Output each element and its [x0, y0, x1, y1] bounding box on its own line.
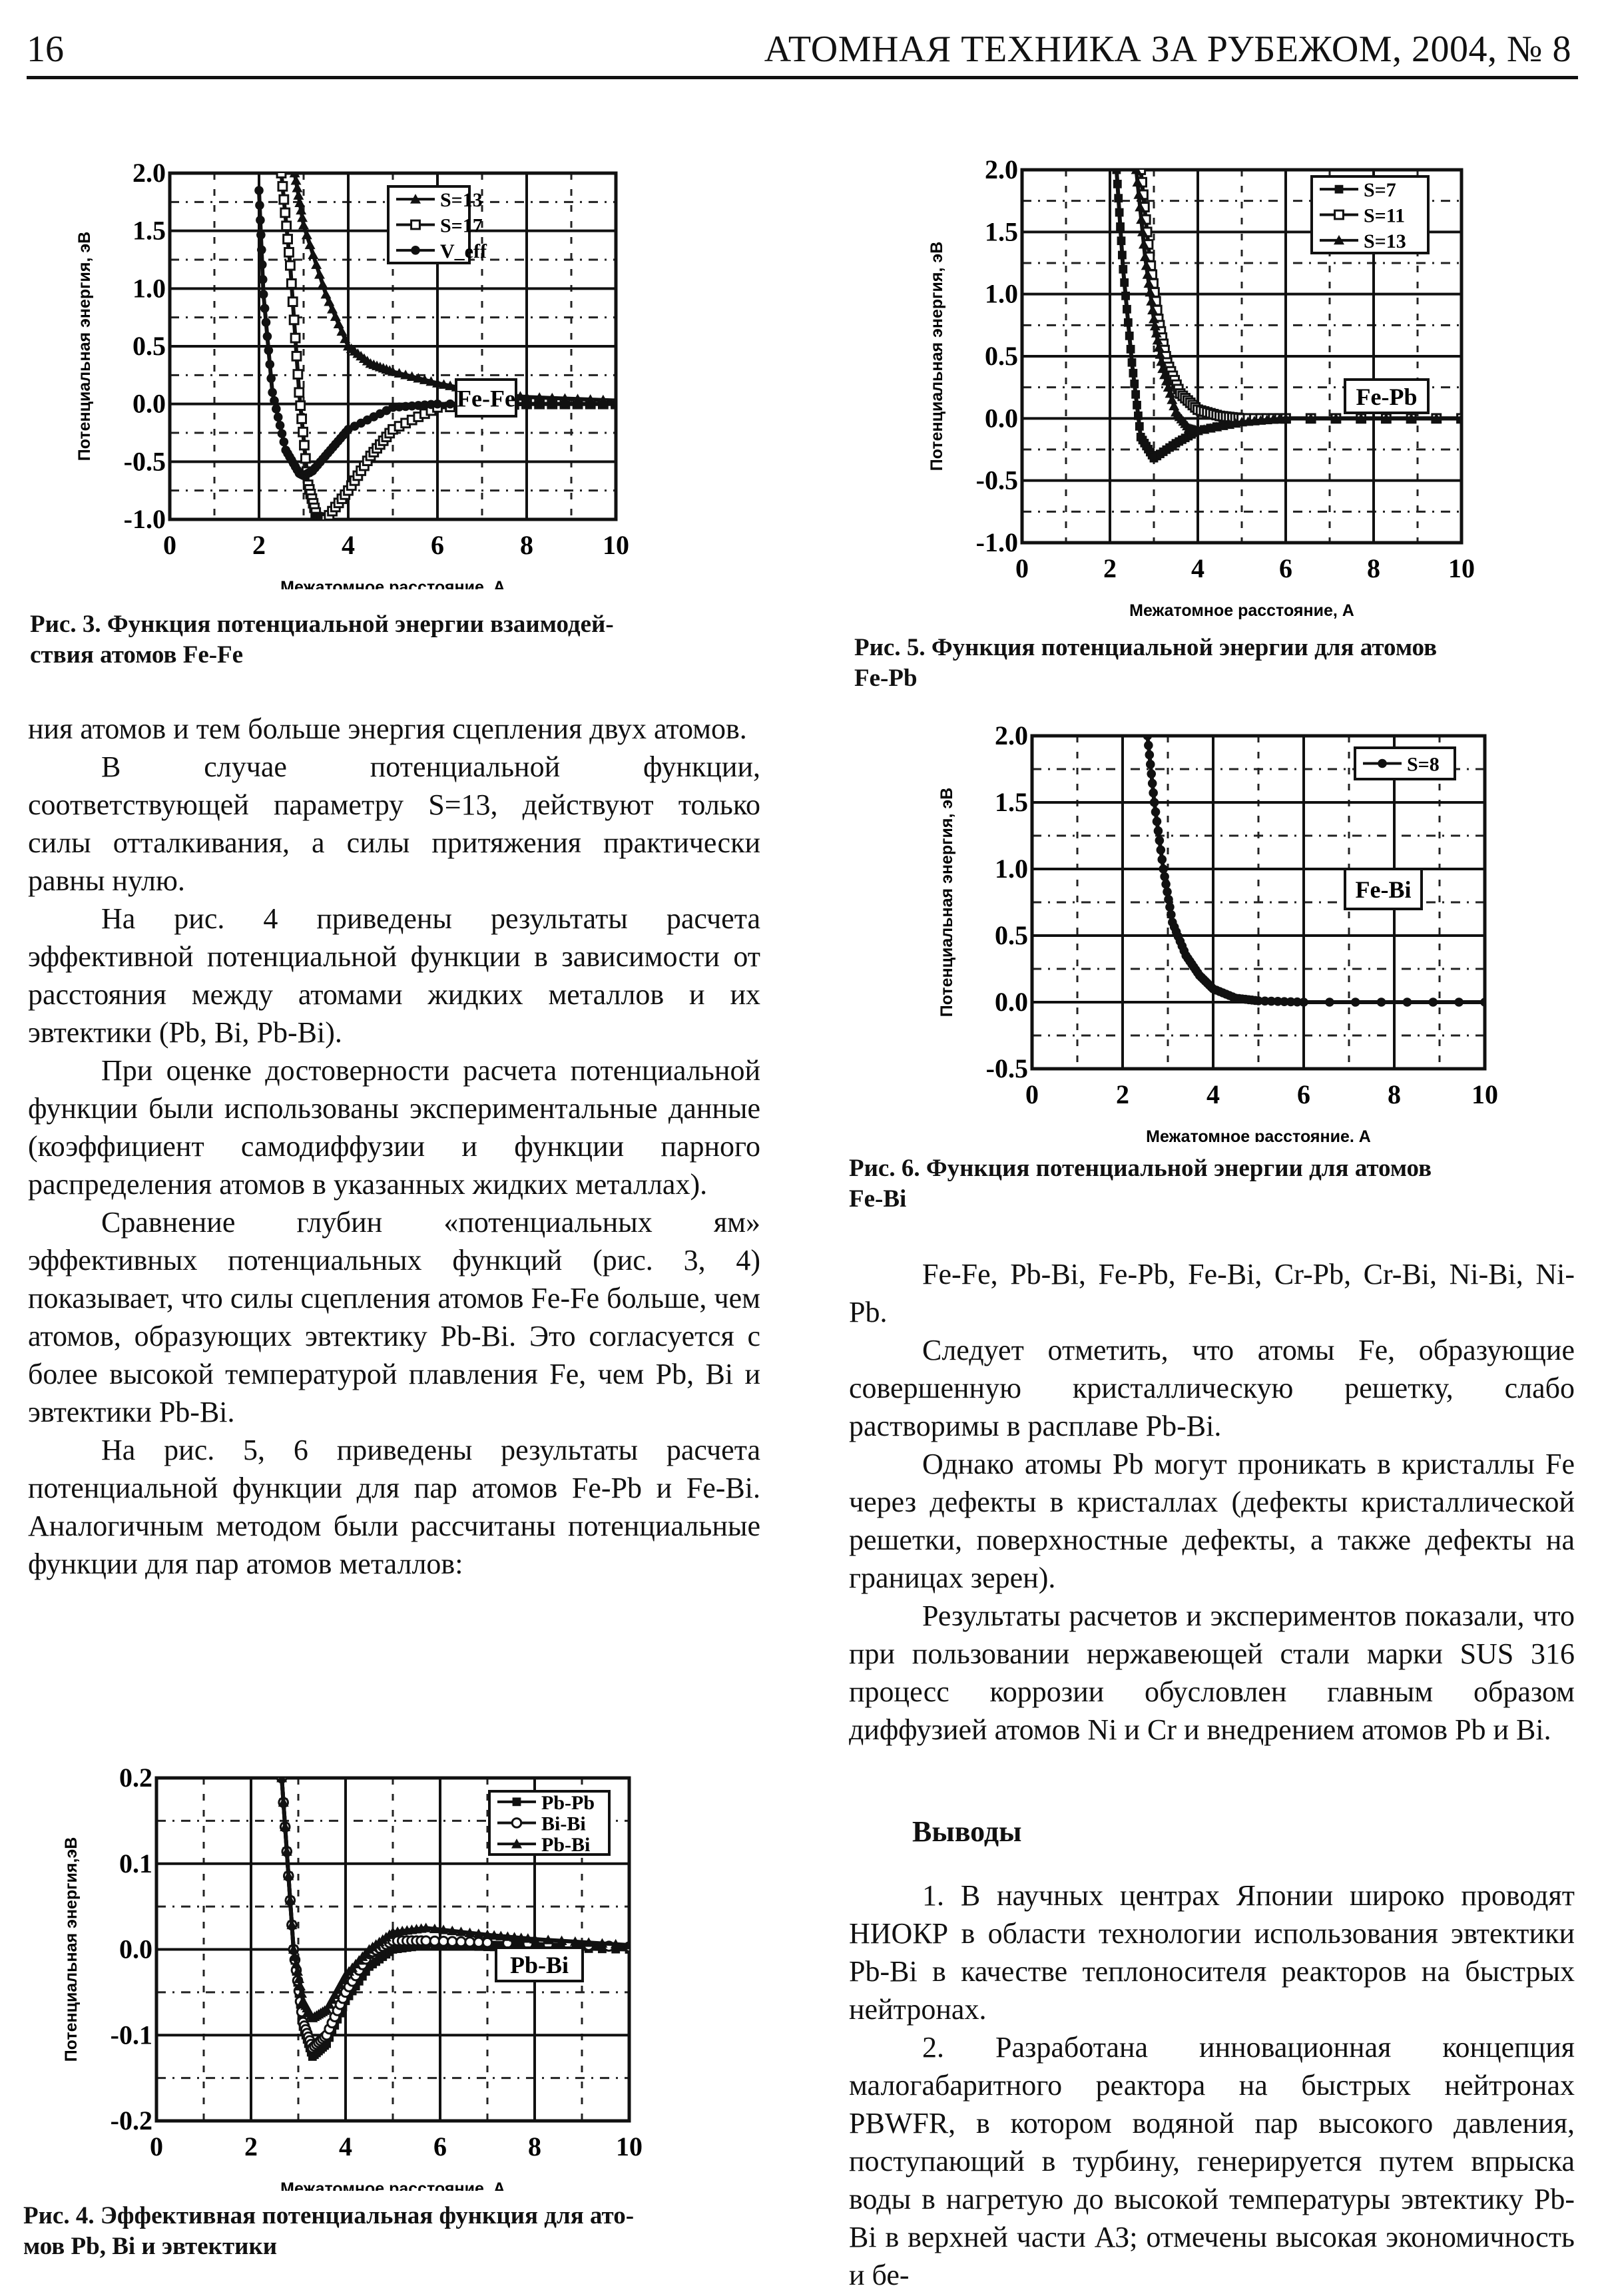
filled-circle-marker-icon — [270, 396, 279, 406]
caption-line: Рис. 5. Функция потенциальной энергии для атомов — [854, 634, 1438, 661]
open-square-marker-icon — [285, 248, 294, 256]
open-square-marker-icon — [411, 220, 420, 229]
y-tick-label: 1.0 — [985, 278, 1018, 309]
y-tick-label: -1.0 — [975, 527, 1018, 557]
filled-square-marker-icon — [1130, 380, 1139, 388]
open-circle-marker-icon — [447, 1937, 457, 1946]
open-circle-marker-icon — [457, 1937, 466, 1946]
filled-circle-marker-icon — [1143, 731, 1153, 740]
y-axis-title: Потенциальная энергия,эВ — [62, 1837, 81, 2062]
filled-square-marker-icon — [1120, 278, 1129, 287]
caption-line: ствия атомов Fe-Fe — [30, 641, 244, 669]
open-square-marker-icon — [292, 352, 301, 360]
y-tick-label: -0.5 — [975, 465, 1018, 495]
figure-4-caption — [23, 2201, 782, 2262]
triangle-marker-icon — [305, 240, 316, 249]
filled-circle-marker-icon — [264, 346, 274, 355]
filled-circle-marker-icon — [259, 290, 268, 299]
filled-circle-marker-icon — [1403, 998, 1412, 1007]
y-axis-title: Потенциальная энергия, эВ — [928, 241, 946, 471]
y-tick-label: 0.5 — [985, 341, 1018, 371]
x-tick-label: 10 — [1448, 553, 1475, 583]
x-tick-label: 4 — [339, 2132, 352, 2161]
filled-circle-marker-icon — [1149, 788, 1158, 798]
figure-3 — [63, 150, 649, 589]
plot-area — [75, 158, 629, 589]
filled-square-marker-icon — [1114, 194, 1123, 202]
filled-square-marker-icon — [1118, 251, 1127, 260]
filled-square-marker-icon — [1133, 401, 1141, 410]
filled-square-marker-icon — [1119, 265, 1127, 274]
filled-circle-marker-icon — [258, 275, 268, 284]
header-rule — [27, 76, 1578, 79]
x-axis-title: Межатомное расстояние, А — [280, 2179, 505, 2191]
x-tick-label: 6 — [1297, 1079, 1310, 1109]
x-tick-label: 8 — [528, 2132, 541, 2161]
triangle-marker-icon — [314, 269, 325, 278]
y-tick-label: -0.5 — [985, 1053, 1028, 1083]
filled-square-marker-icon — [1128, 358, 1137, 367]
chart-legend — [1312, 176, 1428, 253]
filled-circle-marker-icon — [1378, 759, 1387, 768]
legend-label: S=8 — [1407, 753, 1440, 776]
legend-label: V_eff — [440, 240, 487, 262]
x-tick-label: 6 — [433, 2132, 447, 2161]
filled-circle-marker-icon — [260, 304, 270, 313]
open-square-marker-icon — [288, 298, 297, 306]
x-tick-label: 6 — [1279, 553, 1292, 583]
y-tick-label: 0.0 — [133, 388, 166, 419]
filled-circle-marker-icon — [1145, 750, 1155, 760]
y-tick-label: 1.0 — [133, 273, 166, 304]
plot-area — [937, 720, 1498, 1142]
open-square-marker-icon — [286, 261, 295, 270]
figure-6-caption — [849, 1153, 1581, 1215]
x-tick-label: 0 — [1025, 1079, 1039, 1109]
filled-circle-marker-icon — [599, 400, 608, 409]
open-square-marker-icon — [278, 182, 287, 190]
filled-circle-marker-icon — [445, 400, 455, 409]
y-axis-title: Потенциальная энергия, эВ — [937, 787, 956, 1017]
filled-square-marker-icon — [1127, 345, 1135, 354]
legend-label: S=13 — [1364, 230, 1406, 252]
chart-pb-bi — [57, 1758, 656, 2191]
pair-label: Fe-Bi — [1355, 876, 1412, 903]
filled-circle-marker-icon — [1165, 902, 1175, 912]
y-tick-label: -0.1 — [110, 2020, 152, 2050]
open-square-marker-icon — [284, 235, 292, 244]
right-column-text — [849, 1255, 1575, 1749]
y-tick-label: -0.5 — [123, 446, 166, 477]
chart-fe-fe — [63, 150, 649, 589]
open-circle-marker-icon — [512, 1819, 521, 1828]
filled-square-marker-icon — [1134, 412, 1143, 420]
y-tick-label: 2.0 — [995, 720, 1028, 750]
filled-circle-marker-icon — [522, 400, 531, 409]
open-circle-marker-icon — [430, 1936, 439, 1946]
y-tick-label: -0.2 — [110, 2106, 152, 2136]
filled-circle-marker-icon — [276, 421, 285, 430]
filled-square-marker-icon — [1129, 369, 1137, 378]
x-tick-label: 0 — [1015, 553, 1029, 583]
paragraph: Следует отметить, что атомы Fe, образующие совершенную кристаллическую решетку, слабо растворимы в расплаве Pb-Bi. — [849, 1334, 1575, 1442]
open-square-marker-icon — [299, 428, 308, 436]
open-circle-marker-icon — [465, 1938, 475, 1947]
filled-circle-marker-icon — [1147, 769, 1156, 778]
filled-circle-marker-icon — [263, 332, 272, 341]
open-square-marker-icon — [280, 195, 288, 204]
filled-circle-marker-icon — [1155, 836, 1165, 845]
y-tick-label: 0.5 — [133, 331, 166, 361]
paragraph: Результаты расчетов и экспериментов показали, что при пользовании нержавеющей стали марки SUS 316 процесс коррозии обусловлен главным образом диффузией атомов Ni и Cr и внедрением атомов Pb и Bi. — [849, 1599, 1575, 1746]
filled-square-marker-icon — [1116, 222, 1125, 231]
journal-title: АТОМНАЯ ТЕХНИКА ЗА РУБЕЖОМ, 2004, № 8 — [764, 29, 1571, 70]
filled-circle-marker-icon — [611, 400, 621, 409]
filled-circle-marker-icon — [1351, 998, 1360, 1007]
legend-label: S=7 — [1364, 179, 1396, 202]
filled-square-marker-icon — [1135, 422, 1144, 431]
open-square-marker-icon — [294, 370, 302, 379]
y-tick-label: 0.1 — [119, 1848, 152, 1878]
y-tick-label: 2.0 — [985, 154, 1018, 184]
filled-circle-marker-icon — [1154, 826, 1163, 836]
x-tick-label: 10 — [1471, 1079, 1498, 1109]
filled-circle-marker-icon — [280, 437, 289, 447]
y-tick-label: 1.5 — [133, 215, 166, 246]
filled-square-marker-icon — [1125, 332, 1134, 340]
filled-square-marker-icon — [1117, 236, 1126, 245]
open-square-marker-icon — [298, 415, 306, 424]
filled-circle-marker-icon — [586, 400, 595, 409]
legend-label: S=13 — [440, 189, 483, 212]
figure-5-caption — [854, 633, 1587, 694]
conclusions-heading: Выводы — [912, 1815, 1022, 1848]
filled-circle-marker-icon — [1325, 998, 1334, 1007]
filled-circle-marker-icon — [561, 400, 570, 409]
paragraph: Fe-Fe, Pb-Bi, Fe-Pb, Fe-Bi, Cr-Pb, Cr-Bi, Ni-Bi, Ni-Pb. — [849, 1258, 1575, 1328]
plot-area — [928, 154, 1475, 620]
y-tick-label: 0.2 — [119, 1763, 152, 1793]
filled-circle-marker-icon — [1146, 760, 1155, 769]
filled-circle-marker-icon — [1480, 998, 1489, 1007]
filled-circle-marker-icon — [547, 400, 557, 409]
x-tick-label: 6 — [431, 530, 444, 560]
x-tick-label: 8 — [1388, 1079, 1401, 1109]
filled-square-marker-icon — [1335, 185, 1344, 194]
filled-circle-marker-icon — [255, 200, 264, 210]
y-tick-label: 1.0 — [995, 854, 1028, 884]
y-tick-label: 0.0 — [119, 1934, 152, 1964]
pair-label: Fe-Pb — [1356, 384, 1418, 410]
figure-5 — [922, 143, 1488, 623]
filled-circle-marker-icon — [272, 404, 281, 414]
y-tick-label: 0.0 — [985, 403, 1018, 433]
filled-circle-marker-icon — [1164, 895, 1173, 904]
page-number: 16 — [27, 29, 64, 70]
filled-circle-marker-icon — [573, 400, 583, 409]
open-square-marker-icon — [1335, 210, 1344, 219]
open-square-marker-icon — [296, 402, 305, 410]
filled-circle-marker-icon — [257, 245, 266, 254]
figure-6 — [922, 716, 1508, 1142]
open-circle-marker-icon — [439, 1937, 448, 1946]
filled-circle-marker-icon — [1153, 817, 1162, 826]
triangle-marker-icon — [308, 250, 318, 259]
x-tick-label: 0 — [150, 2132, 163, 2161]
filled-circle-marker-icon — [1167, 910, 1176, 920]
legend-label: S=17 — [440, 214, 483, 237]
legend-label: S=11 — [1364, 204, 1406, 227]
open-square-marker-icon — [277, 169, 286, 178]
x-tick-label: 2 — [252, 530, 266, 560]
y-axis-title: Потенциальная энергия, эВ — [75, 231, 94, 461]
open-square-marker-icon — [301, 454, 310, 463]
x-tick-label: 0 — [163, 530, 176, 560]
open-circle-marker-icon — [474, 1938, 483, 1947]
filled-circle-marker-icon — [256, 230, 266, 240]
x-tick-label: 10 — [616, 2132, 643, 2161]
filled-circle-marker-icon — [1160, 872, 1169, 882]
filled-circle-marker-icon — [1157, 855, 1167, 864]
filled-square-marker-icon — [1131, 390, 1140, 399]
filled-square-marker-icon — [1121, 292, 1130, 300]
filled-circle-marker-icon — [254, 186, 264, 195]
y-tick-label: 1.5 — [985, 216, 1018, 247]
legend-label: Bi-Bi — [541, 1813, 586, 1835]
filled-circle-marker-icon — [1428, 998, 1438, 1007]
filled-circle-marker-icon — [256, 216, 265, 225]
filled-circle-marker-icon — [266, 374, 276, 383]
chart-legend — [388, 186, 487, 263]
filled-circle-marker-icon — [1454, 998, 1464, 1007]
open-square-marker-icon — [291, 334, 300, 342]
filled-circle-marker-icon — [262, 318, 271, 327]
filled-square-marker-icon — [513, 1797, 521, 1806]
x-tick-label: 2 — [1116, 1079, 1129, 1109]
filled-circle-marker-icon — [268, 388, 277, 398]
y-tick-label: 0.5 — [995, 920, 1028, 950]
filled-square-marker-icon — [1123, 305, 1131, 314]
filled-circle-marker-icon — [535, 400, 544, 409]
filled-circle-marker-icon — [1161, 880, 1171, 889]
legend-label: Pb-Pb — [541, 1791, 595, 1814]
x-tick-label: 10 — [603, 530, 629, 560]
filled-square-marker-icon — [1113, 166, 1121, 174]
filled-circle-marker-icon — [1159, 864, 1168, 874]
open-square-marker-icon — [287, 280, 296, 288]
filled-circle-marker-icon — [1157, 846, 1166, 855]
open-square-marker-icon — [295, 388, 304, 397]
caption-line: Рис. 4. Эффективная потенциальная функция для ато- — [23, 2202, 635, 2229]
legend-label: Pb-Bi — [541, 1834, 591, 1857]
triangle-marker-icon — [318, 279, 328, 288]
open-square-marker-icon — [282, 222, 291, 230]
paragraph: В случае потенциальной функции, соответствующей параметру S=13, действуют только силы отталкивания, а силы притяжения практически равны нулю. — [28, 750, 760, 897]
x-axis-title: Межатомное расстояние, А — [1129, 601, 1354, 620]
x-tick-label: 2 — [244, 2132, 258, 2161]
y-tick-label: -1.0 — [123, 504, 166, 534]
caption-line: Рис. 6. Функция потенциальной энергии для атомов — [849, 1155, 1432, 1182]
open-square-marker-icon — [281, 208, 290, 217]
caption-line: Fe-Pb — [854, 665, 918, 692]
x-tick-label: 2 — [1103, 553, 1117, 583]
filled-circle-marker-icon — [1377, 998, 1386, 1007]
open-square-marker-icon — [290, 316, 298, 324]
caption-line: Fe-Bi — [849, 1185, 907, 1213]
conclusion-item: 1. В научных центрах Японии широко проводят НИОКР в области технологии использования эвтектики Pb-Bi в качестве теплоносителя реакторов на быстрых нейтронах. — [849, 1879, 1575, 2026]
filled-square-marker-icon — [1124, 318, 1133, 327]
open-circle-marker-icon — [421, 1936, 431, 1946]
x-axis-title: Межатомное расстояние, А — [1146, 1127, 1371, 1142]
pair-label: Pb-Bi — [509, 1952, 569, 1978]
paragraph: На рис. 5, 6 приведены результаты расчета потенциальной функции для пар атомов Fe-Pb и Fe-Bi. Аналогичным методом были рассчитаны потенциальные функции для пар атомов металлов: — [28, 1434, 760, 1580]
left-column-text — [28, 710, 760, 1583]
filled-circle-marker-icon — [411, 246, 420, 255]
paragraph: Однако атомы Pb могут проникать в кристаллы Fe через дефекты в кристаллах (дефекты кристаллической решетки, поверхностные дефекты, а также дефекты на границах зерен). — [849, 1448, 1575, 1594]
filled-circle-marker-icon — [1150, 798, 1159, 807]
x-axis-title: Межатомное расстояние, А — [280, 578, 505, 589]
figure-3-caption — [30, 609, 789, 671]
x-tick-label: 4 — [342, 530, 355, 560]
filled-square-marker-icon — [1115, 208, 1124, 217]
paragraph: Сравнение глубин «потенциальных ям» эффективных потенциальных функций (рис. 3, 4) показывает, что силы сцепления атомов Fe-Fe больше, чем атомов, образующих эвтектику Pb-Bi. Это согласуется с более высокой температурой плавления Fe, чем Pb, Bi и эвтектики Pb-Bi. — [28, 1206, 760, 1428]
filled-circle-marker-icon — [1299, 998, 1308, 1007]
filled-circle-marker-icon — [274, 413, 283, 422]
figure-4 — [57, 1758, 656, 2191]
paragraph: При оценке достоверности расчета потенциальной функции были использованы экспериментальные данные (коэффициент самодиффузии и функции парного распределения атомов в указанных жидких металлах). — [28, 1054, 760, 1201]
filled-circle-marker-icon — [258, 260, 267, 270]
filled-circle-marker-icon — [1144, 740, 1153, 750]
x-tick-label: 8 — [520, 530, 533, 560]
pair-label: Fe-Fe — [457, 385, 515, 412]
conclusion-item: 2. Разработана инновационная концепция малогабаритного реактора на быстрых нейтронах PBWFR, в котором водяной пар высокого давления, поступающий в турбину, генерируется путем впрыска воды в нагретую до высокой температуры эвтектику Pb-Bi в верхней части АЗ; отмечены высокая экономичность и бе- — [849, 2031, 1575, 2291]
x-tick-label: 4 — [1191, 553, 1204, 583]
paragraph: ния атомов и тем больше энергия сцепления двух атомов. — [28, 713, 747, 745]
chart-fe-pb — [922, 143, 1488, 623]
chart-legend — [1355, 748, 1455, 779]
x-tick-label: 8 — [1367, 553, 1380, 583]
chart-legend — [489, 1791, 609, 1856]
caption-line: мов Pb, Bi и эвтектики — [23, 2233, 278, 2260]
y-tick-label: 1.5 — [995, 787, 1028, 817]
y-tick-label: 2.0 — [133, 158, 166, 188]
caption-line: Рис. 3. Функция потенциальной энергии взаимодей- — [30, 611, 614, 638]
chart-fe-bi — [922, 716, 1508, 1142]
filled-circle-marker-icon — [1148, 779, 1157, 788]
filled-circle-marker-icon — [1163, 887, 1172, 896]
filled-circle-marker-icon — [265, 360, 274, 369]
conclusions-list — [849, 1876, 1575, 2294]
triangle-marker-icon — [311, 259, 322, 268]
open-square-marker-icon — [300, 441, 309, 449]
plot-area — [62, 1763, 643, 2191]
paragraph: На рис. 4 приведены результаты расчета эффективной потенциальной функции в зависимости от расстояния между атомами жидких металлов и их эвтектики (Pb, Bi, Pb-Bi). — [28, 902, 760, 1049]
filled-circle-marker-icon — [1151, 807, 1161, 816]
triangle-marker-icon — [321, 289, 332, 298]
x-tick-label: 4 — [1206, 1079, 1220, 1109]
filled-square-marker-icon — [1113, 180, 1122, 188]
filled-circle-marker-icon — [278, 429, 287, 438]
y-tick-label: 0.0 — [995, 987, 1028, 1017]
filled-circle-marker-icon — [433, 400, 442, 409]
